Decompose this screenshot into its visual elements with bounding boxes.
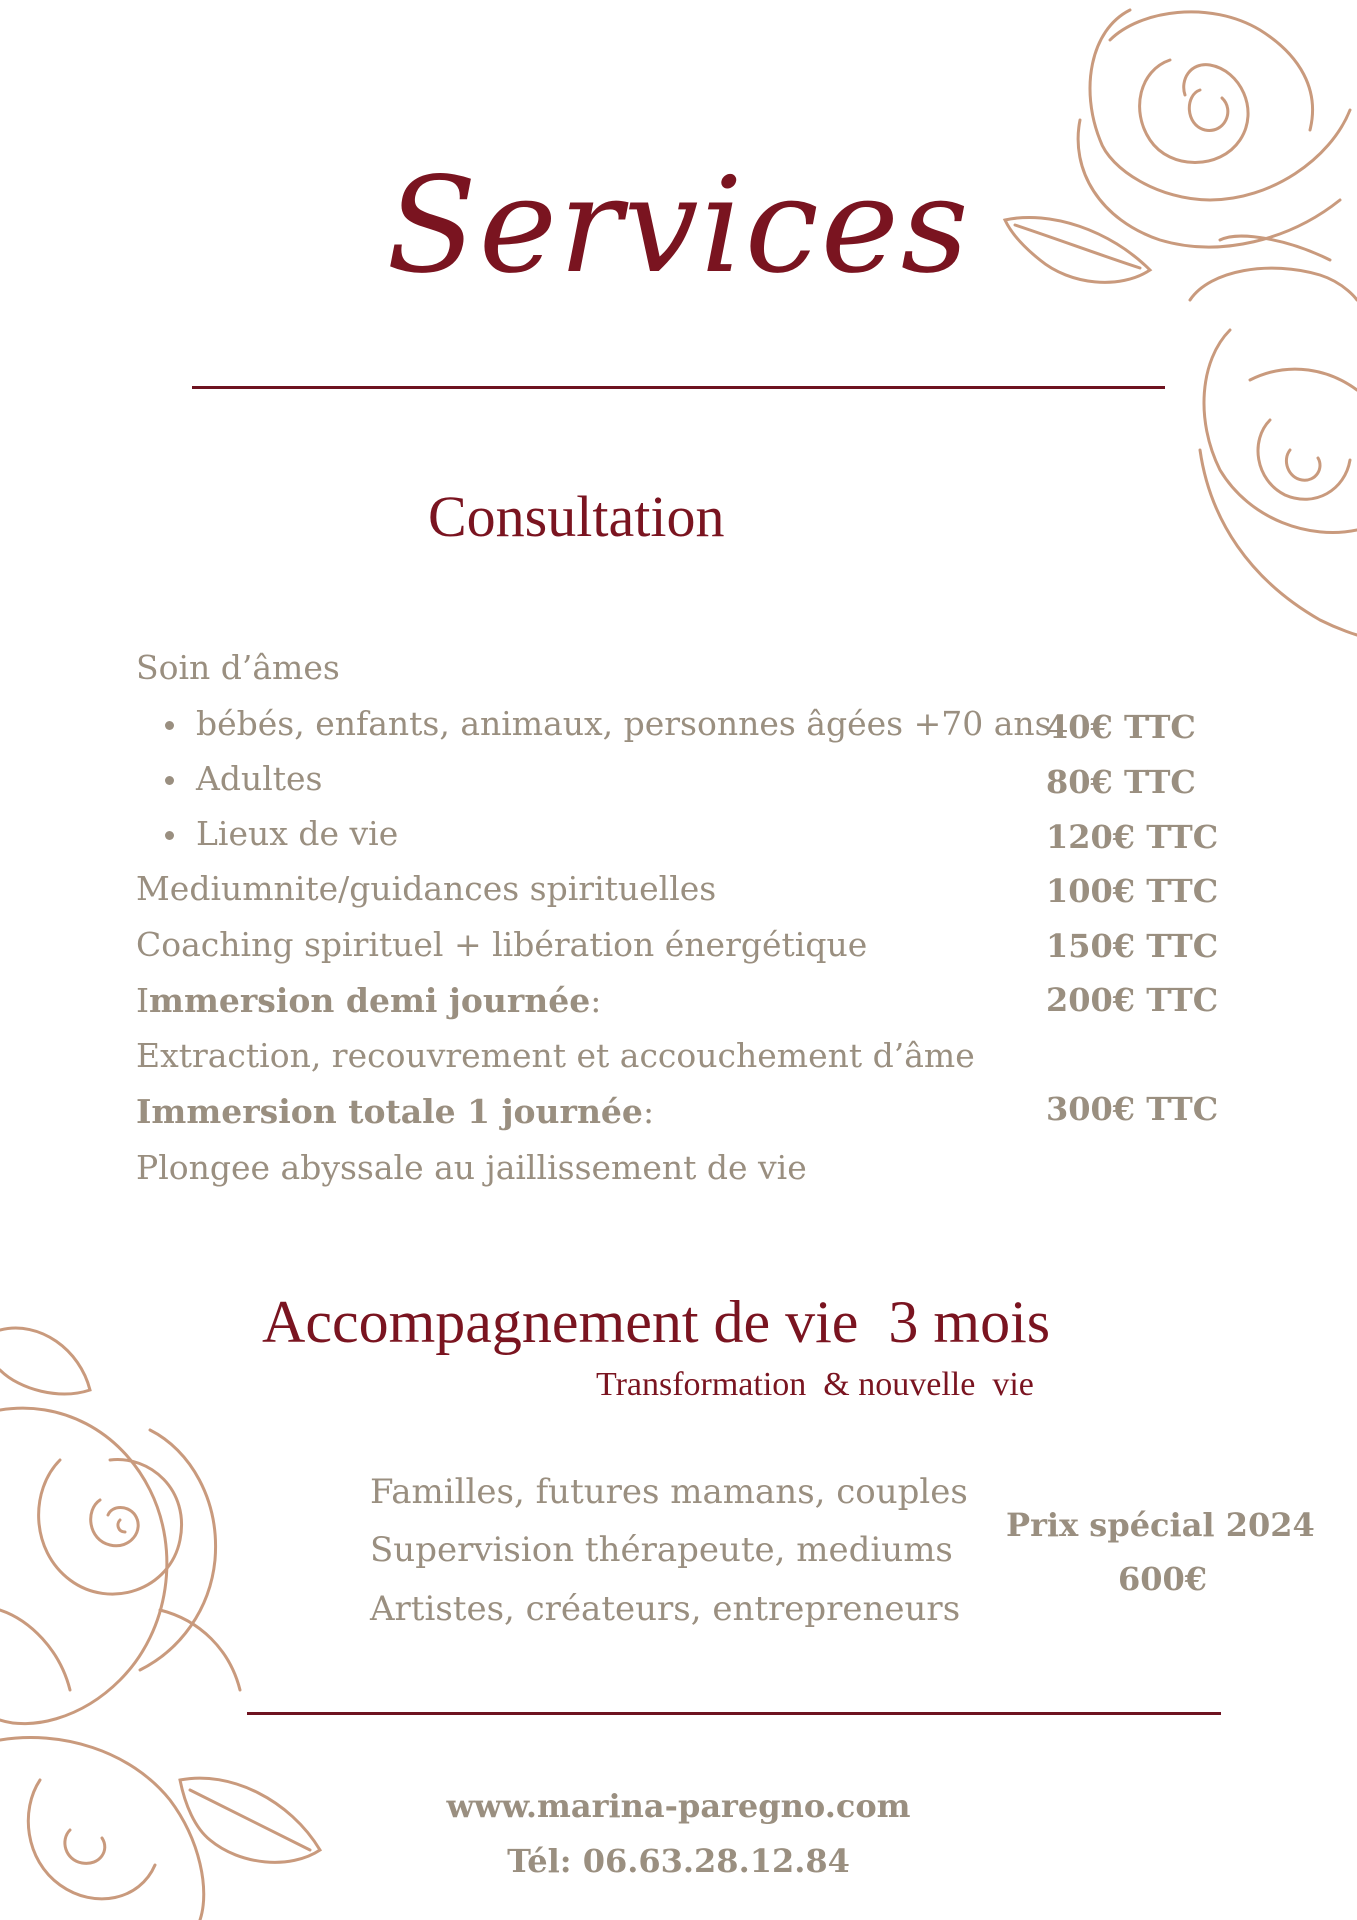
sub-item-label: Adultes (196, 759, 323, 798)
sub-item-label: bébés, enfants, animaux, personnes âgées +70 ans (196, 704, 1052, 743)
soin-label: Soin d’âmes (136, 648, 340, 687)
audience-item: Familles, futures mamans, couples (370, 1472, 968, 1512)
immersion-totale-label (136, 1092, 654, 1132)
immersion-totale-price: 300€ TTC (1046, 1090, 1219, 1128)
coaching-label: Coaching spirituel + libération énergétique (136, 925, 868, 964)
sub-item-price: 40€ TTC (1046, 708, 1196, 746)
bullet-icon (165, 831, 174, 840)
mediumnite-label: Mediumnite/guidances spirituelles (136, 869, 717, 908)
immersion-totale-title: Immersion totale 1 journée (136, 1092, 643, 1131)
immersion-demi-initial: I (136, 981, 150, 1020)
footer-divider (247, 1712, 1221, 1715)
page-title: Services (386, 149, 971, 303)
consultation-heading: Consultation (428, 484, 725, 549)
mediumnite-price: 100€ TTC (1046, 872, 1219, 910)
special-price-value: 600€ (1118, 1560, 1208, 1598)
audience-item: Supervision thérapeute, mediums (370, 1530, 953, 1570)
bullet-icon (165, 721, 174, 730)
phone-number[interactable]: Tél: 06.63.28.12.84 (507, 1842, 850, 1880)
sub-item-price: 80€ TTC (1046, 763, 1196, 801)
rose-decoration-top-right-icon (990, 0, 1357, 660)
bullet-icon (165, 776, 174, 785)
audience-item: Artistes, créateurs, entrepreneurs (370, 1589, 961, 1629)
sub-item-price: 120€ TTC (1046, 818, 1219, 856)
immersion-demi-colon: : (590, 981, 602, 1020)
title-divider (192, 386, 1165, 389)
immersion-totale-description: Plongee abyssale au jaillissement de vie (136, 1148, 807, 1187)
special-price-label: Prix spécial 2024 (1006, 1506, 1315, 1544)
immersion-demi-label (136, 981, 601, 1021)
rose-decoration-bottom-left-icon (0, 1310, 340, 1920)
accompagnement-heading: Accompagnement de vie 3 mois (262, 1289, 1051, 1355)
immersion-totale-colon: : (642, 1092, 655, 1131)
immersion-demi-title: mmersion demi journée (149, 981, 591, 1020)
sub-item-label: Lieux de vie (196, 814, 399, 853)
immersion-demi-price: 200€ TTC (1046, 981, 1219, 1019)
accompagnement-subheading: Transformation & nouvelle vie (596, 1366, 1034, 1403)
immersion-demi-description: Extraction, recouvrement et accouchement d’âme (136, 1036, 975, 1075)
coaching-price: 150€ TTC (1046, 927, 1219, 965)
website-link[interactable]: www.marina-paregno.com (446, 1787, 911, 1825)
